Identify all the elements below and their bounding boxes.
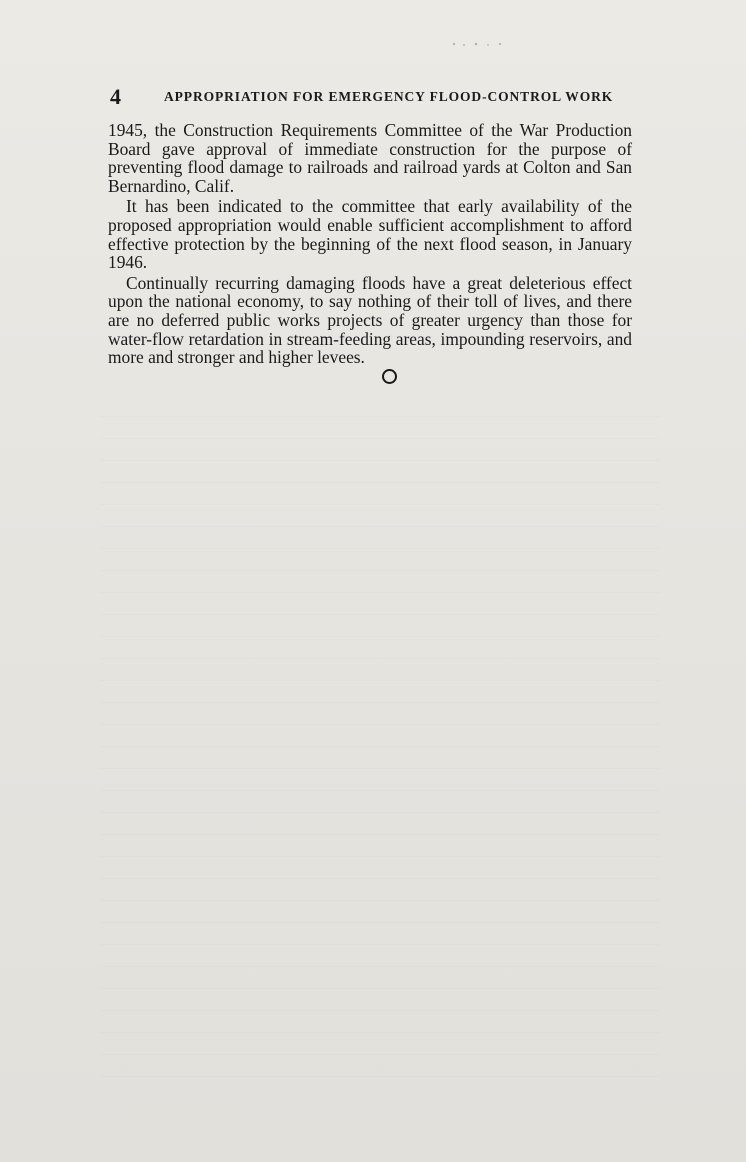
paragraph-3: Continually recurring damaging floods have a great deleterious effect upon the national economy, to say nothing of their toll of lives, and there are no deferred public works projects of greater urgency than those for water-flow retardation in stream-feeding areas, impounding reservoirs, and more and stronger and higher levees. xyxy=(108,272,632,368)
paragraph-2: It has been indicated to the committee that early availability of the proposed appropriation would enable sufficient accomplishment to afford effective protection by the beginning of the next flood season, in January 1946. xyxy=(108,196,632,273)
end-of-document-mark xyxy=(382,369,397,384)
paragraph-1: 1945, the Construction Requirements Committee of the War Production Board gave approval of immediate construction for the purpose of preventing flood damage to railroads and railroad yards at Colton and San Bernardino, Calif. xyxy=(108,120,632,196)
body-text xyxy=(108,121,632,367)
page-number: 4 xyxy=(110,84,121,109)
bleed-through-texture xyxy=(100,395,660,1095)
running-title: APPROPRIATION FOR EMERGENCY FLOOD-CONTROL WORK xyxy=(164,89,614,104)
page-header xyxy=(110,84,630,110)
paper-specks xyxy=(450,40,510,48)
